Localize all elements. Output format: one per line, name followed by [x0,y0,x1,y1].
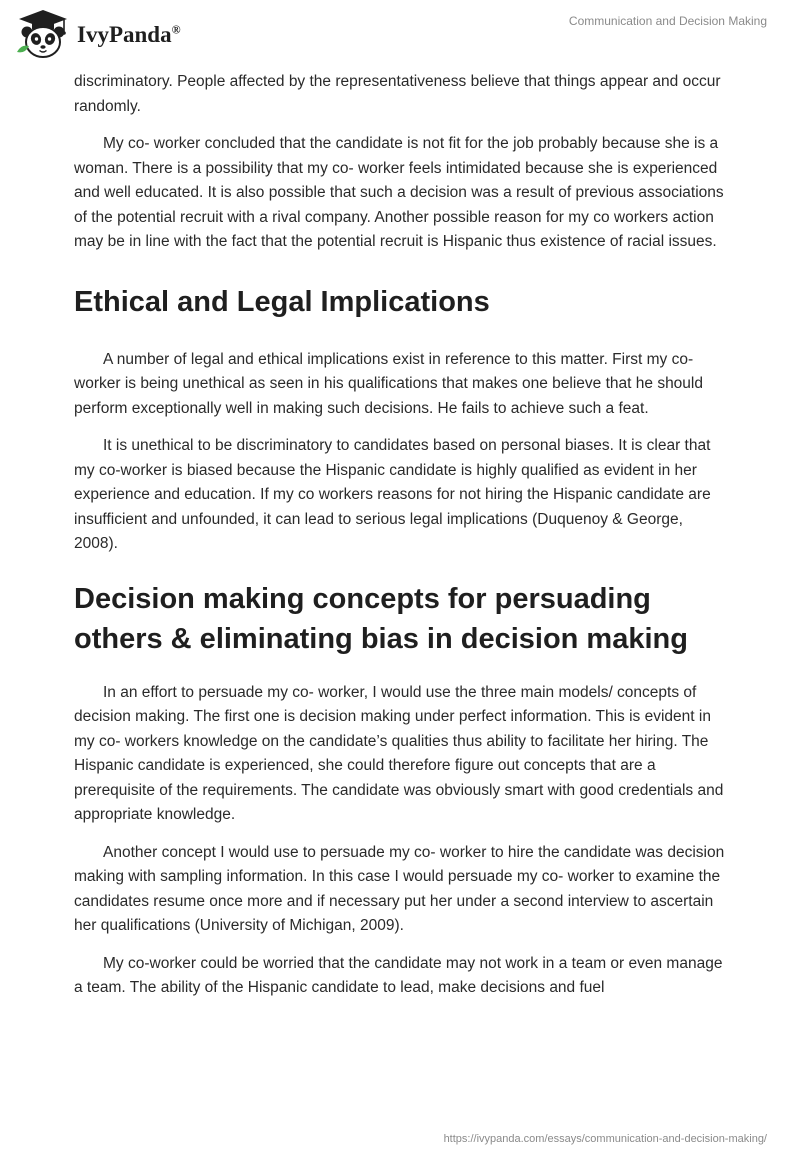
heading-ethical-legal: Ethical and Legal Implications [74,285,490,318]
ivypanda-logo[interactable] [15,8,181,60]
paragraph-intro: discriminatory. People affected by the representativeness believe that things appear and occur randomly. [74,73,721,115]
paragraph-decision-3: My co-worker could be worried that the candidate may not work in a team or even manage a team. The ability of the Hispanic candidate to lead, make decisions and fuel [74,954,723,996]
paragraph-ethical-2: It is unethical to be discriminatory to candidates based on personal biases. It is clear that my co-worker is biased because the Hispanic candidate is highly qualified as evident in her experience and education. If my co workers reasons for not hiring the Hispanic candidate are insufficient and unfounded, it can lead to serious legal implications (Duquenoy & George, 2008). [74,437,711,552]
paragraph-coworker: My co- worker concluded that the candidate is not fit for the job probably because she is a woman. There is a possibility that my co- worker feels intimidated because she is experienced and well educated. It is also possible that such a decision was a result of previous associations of the potential recruit with a rival company. Another possible reason for my co workers action may be in line with the fact that the potential recruit is Hispanic thus existence of racial issues. [74,135,724,250]
paragraph-ethical-1: A number of legal and ethical implications exist in reference to this matter. First my co- worker is being unethical as seen in his qualifications that makes one believe that he should perform exceptionally well in making such decisions. He fails to achieve such a feat. [74,350,703,417]
essay-body [74,70,730,1014]
document-title: Communication and Decision Making [568,14,767,28]
heading-decision-making: Decision making concepts for persuading others & eliminating bias in decision making [74,582,688,655]
footer-source-url[interactable]: https://ivypanda.com/essays/communication-and-decision-making/ [443,1133,767,1145]
page-header [0,0,800,70]
paragraph-decision-2: Another concept I would use to persuade my co- worker to hire the candidate was decision making with sampling information. In this case I would persuade my co- worker to examine the candidates resume once more and if necessary put her under a second interview to ascertain her qualifications (University of Michigan, 2009). [74,843,725,934]
paragraph-decision-1: In an effort to persuade my co- worker, I would use the three main models/ concepts of decision making. The first one is decision making under perfect information. This is evident in my co- workers knowledge on the candidate’s qualities thus ability to facilitate her hiring. The Hispanic candidate is experienced, she could therefore figure out concepts that are a prerequisite of the requirements. The candidate was obviously smart with good credentials and appropriate knowledge. [74,683,724,823]
brand-name: IvyPanda® [77,22,181,47]
panda-graduate-icon [15,8,71,60]
